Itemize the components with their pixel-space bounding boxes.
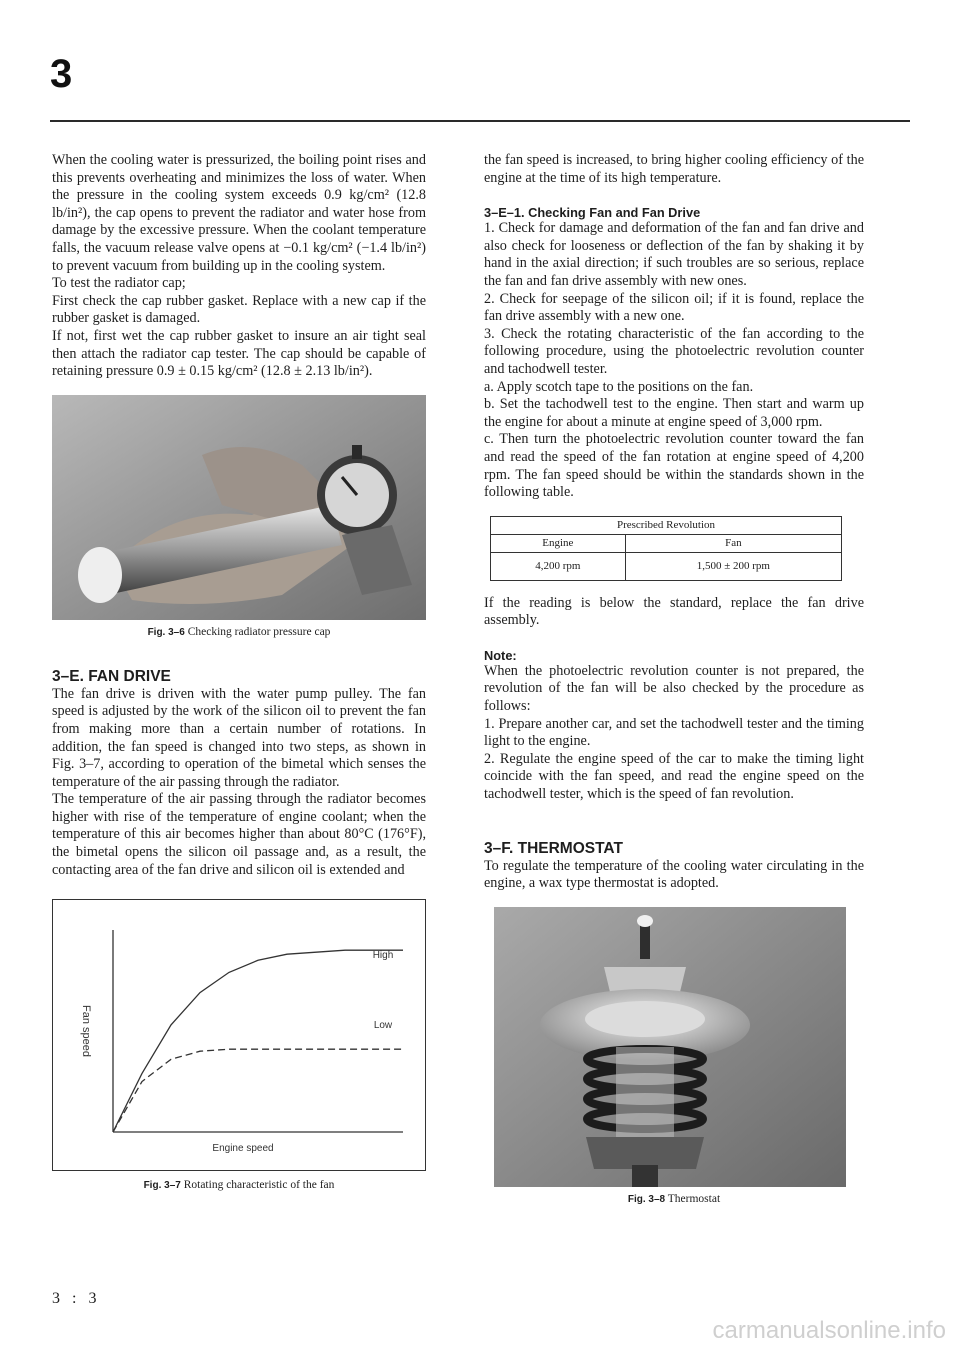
fan-speed-chart	[53, 900, 425, 1170]
test-cap-line: To test the radiator cap;	[52, 275, 186, 292]
thermostat-paragraph: To regulate the temperature of the cooling water circulating in the engine, a wax type thermostat is adopted.	[484, 857, 864, 892]
fan-chart-frame	[52, 899, 426, 1171]
check-step-3: 3. Check the rotating characteristic of the fan according to the following procedure, using the photoelectric revolution counter and tachodwell tester.	[484, 325, 864, 377]
checking-fan-heading: 3–E–1. Checking Fan and Fan Drive	[484, 205, 701, 221]
left-column	[52, 152, 426, 1191]
fig8-caption	[484, 1193, 864, 1205]
fig8-number: Fig. 3–8	[627, 1193, 666, 1205]
thermostat-photo	[494, 907, 846, 1187]
fig8-text: Thermostat	[667, 1192, 721, 1205]
fig7-caption	[52, 1179, 426, 1191]
table-cell-engine: 4,200 rpm	[491, 552, 626, 580]
note-paragraph-1: When the photoelectric revolution counter is not prepared, the revolution of the fan will be also checked by the procedure as follows:	[484, 662, 864, 715]
x-axis-label: Engine speed	[212, 1143, 274, 1155]
after-table-paragraph: If the reading is below the standard, replace the fan drive assembly.	[484, 594, 864, 629]
radiator-cap-tester-photo	[52, 395, 426, 620]
check-step-2: 2. Check for seepage of the silicon oil; if it is found, replace the fan drive assembly with a new one.	[484, 290, 864, 325]
right-column	[484, 152, 864, 1205]
fig7-text: Rotating characteristic of the fan	[183, 1179, 335, 1192]
check-step-a: a. Apply scotch tape to the positions on the fan.	[484, 378, 754, 395]
check-step-1: 1. Check for damage and deformation of the fan and fan drive and also check for looseness or deflection of the fan by shaking it by hand in the axial direction; if such troubles are so serious, replace the fan and fan drive assembly with new ones.	[484, 220, 864, 289]
check-step-b: b. Set the tachodwell test to the engine. Then start and warm up the engine for about a minute at engine speed of 3,000 rpm.	[484, 396, 864, 430]
intro-paragraph: When the cooling water is pressurized, the boiling point rises and this prevents overheating and minimizes the loss of water. When the pressure in the cooling system exceeds 0.9 kg/cm² (12.8 lb/in²), the cap opens to prevent the radiator and water hose from damage by the excessive pressure. When the coolant temperature falls, the vacuum release valve opens at −0.1 kg/cm² (−1.4 lb/in²) to prevent vacuum from building up in the cooling system.	[52, 152, 426, 274]
thermostat-heading: 3–F. THERMOSTAT	[484, 839, 623, 857]
fan-drive-paragraph-2: The temperature of the air passing through the radiator becomes higher with rise of the temperature of engine coolant; when the temperature of this air becomes higher than about 80°C (176°F), the bimetal opens the silicon oil passage and, as a result, the contacting area of the fan drive and silicon oil is extended and	[52, 791, 426, 878]
fig7-number: Fig. 3–7	[143, 1180, 181, 1192]
page-number: 3 : 3	[52, 1290, 101, 1307]
fig6-caption	[52, 626, 426, 638]
table-cell-fan: 1,500 ± 200 rpm	[625, 552, 841, 580]
note-paragraph-2: 1. Prepare another car, and set the tachodwell tester and the timing light to the engine.	[484, 715, 864, 750]
gasket-check-paragraph: First check the cap rubber gasket. Replace with a new cap if the rubber gasket is damaged.	[52, 292, 426, 327]
table-header-fan: Fan	[625, 534, 841, 552]
watermark: carmanualsonline.info	[712, 1317, 946, 1344]
fig6-number: Fig. 3–6	[147, 626, 185, 638]
note-paragraph-3: 2. Regulate the engine speed of the car to make the timing light coincide with the fan speed, and read the engine speed on the tachodwell tester, which is the speed of fan revolution.	[484, 750, 864, 803]
series-line-low	[113, 1049, 403, 1132]
y-axis-label-rotated: Fan speed	[80, 1005, 92, 1058]
series-line-high	[113, 950, 403, 1132]
header-rule	[50, 120, 910, 122]
prescribed-revolution-table	[490, 516, 842, 581]
series-label-low: Low	[373, 1020, 393, 1032]
cap-tester-paragraph: If not, first wet the cap rubber gasket to insure an air tight seal then attach the radiator cap tester. The cap should be capable of retaining pressure 0.9 ± 0.15 kg/cm² (12.8 ± 2.13 lb/in²).	[52, 327, 426, 380]
chapter-number: 3	[50, 52, 73, 96]
fan-drive-paragraph-1: The fan drive is driven with the water pump pulley. The fan speed is adjusted by the work of the silicon oil to prevent the fan from making more than a certain number of rotations. In addition, the fan speed is changed into two steps, as shown in Fig. 3–7, according to operation of the bimetal which senses the temperature of the air passing through the radiator.	[52, 685, 426, 790]
check-step-c: c. Then turn the photoelectric revolution counter toward the fan and read the speed of the fan rotation at engine speed of 4,200 rpm. The fan speed should be within the standards shown in the following table.	[484, 431, 864, 501]
table-title: Prescribed Revolution	[491, 516, 842, 534]
fan-drive-heading: 3–E. FAN DRIVE	[52, 667, 171, 685]
series-label-high: High	[372, 950, 394, 962]
continued-paragraph: the fan speed is increased, to bring higher cooling efficiency of the engine at the time of its high temperature.	[484, 152, 864, 186]
note-label: Note:	[484, 647, 517, 663]
fig6-text: Checking radiator pressure cap	[187, 625, 331, 638]
table-header-engine: Engine	[491, 534, 626, 552]
